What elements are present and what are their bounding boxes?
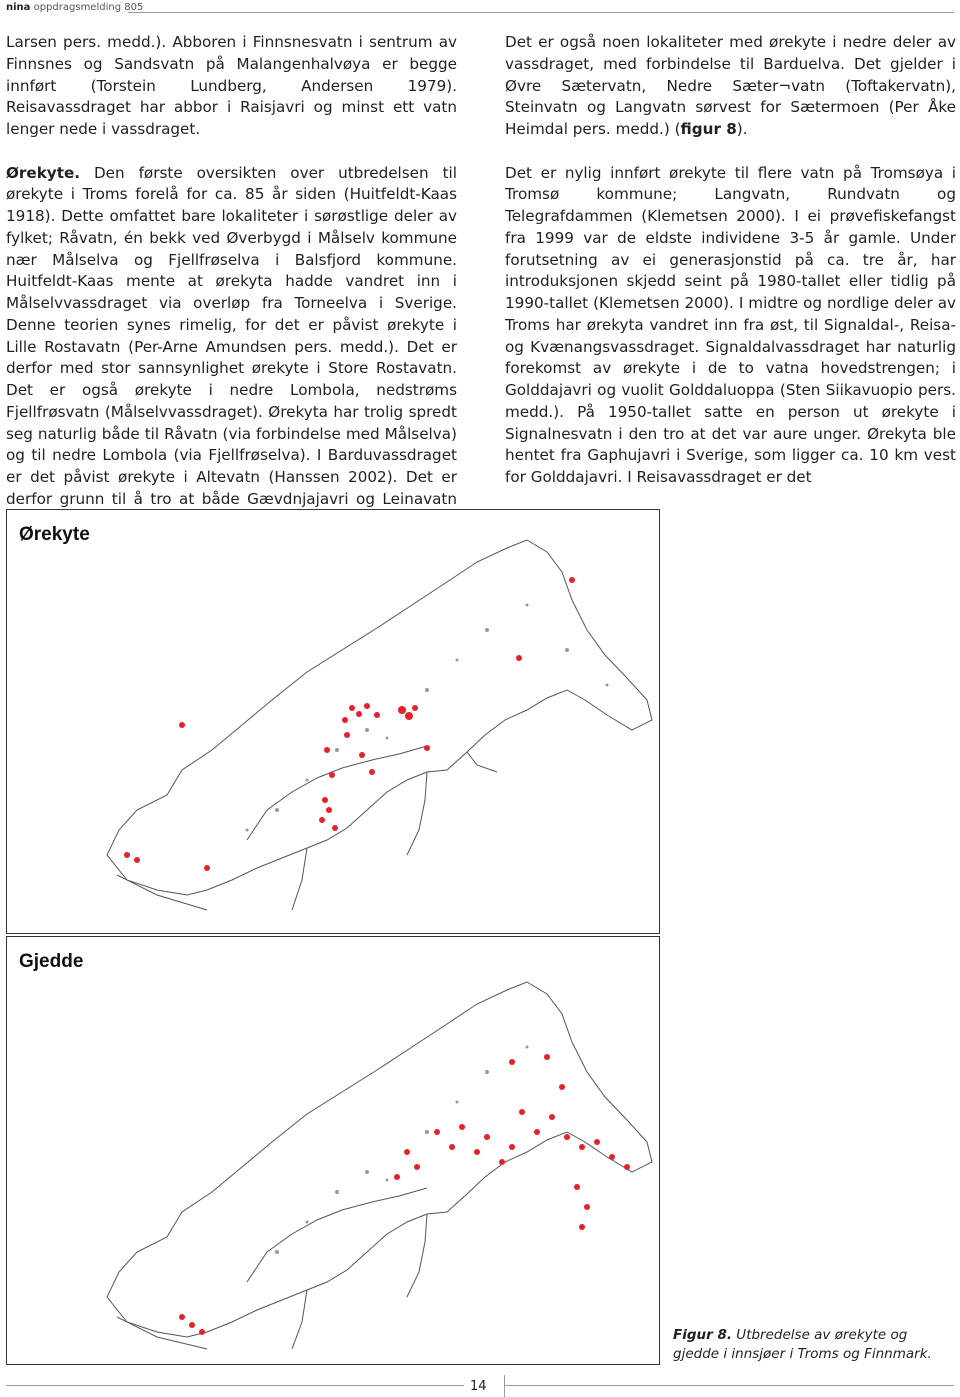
paragraph	[6, 163, 457, 533]
map-title: Ørekyte	[19, 524, 90, 545]
map-gjedde	[6, 936, 660, 1365]
map-title: Gjedde	[19, 951, 84, 972]
section-lead: Ørekyte.	[6, 163, 81, 182]
page-number: 14	[470, 1379, 487, 1394]
footer-rule-right	[504, 1385, 954, 1386]
paragraph: Larsen pers. medd.). Abboren i Finnsnesvatn i sentrum av Finnsnes og Sandsvatn på Malangenhalvøya er begge innført (Torstein Lundberg, Andersen 1979). Reisavassdraget har abbor i Raisjavri og minst ett vatn lenger nede i vassdraget.	[6, 33, 457, 138]
paragraph-text: ).	[736, 120, 748, 138]
coastline-outline	[107, 982, 652, 1349]
coastline-outline	[107, 540, 652, 910]
figure-caption	[673, 1326, 953, 1364]
report-series	[6, 2, 143, 13]
caption-text: Utbredelse av ørekyte og gjedde i innsjøer i Troms og Finnmark.	[673, 1327, 932, 1362]
figure-reference: figur 8	[680, 120, 737, 138]
map-orekyte	[6, 509, 660, 934]
paragraph: Det er nylig innført ørekyte til flere vatn på Tromsøya i Tromsø kommune; Langvatn, Rundvatn og Telegrafdammen (Klemetsen 2000). I ei prøvefiskefangst fra 1999 var de eldste individene 3-5 år gamle. Under forutsetning av ei generasjonstid på ca. tre år, har introduksjonen skjedd seint på 1980-tallet eller tidlig på 1990-tallet (Klemetsen 2000). I midtre og nordlige deler av Troms har ørekyta vandret inn fra øst, til Signaldal-, Reisa- og Kvænangsvassdraget. Signaldalvassdraget har naturlig forekomst av ørekyte i de to vatna hovedstrengen; i Golddajavri og vuolit Golddaluoppa (Sten Siikavuopio pers. medd.). På 1950-tallet satte en person ut ørekyte i Signalnesvatn i den tro at det var aure unger. Ørekyta ble hentet fra Gaphujavri i Sverige, som ligger ca. 10 km vest for Golddajavri. I Reisavassdraget er det	[505, 163, 956, 486]
brand-name: nina	[6, 2, 31, 13]
figure-label: Figur 8.	[673, 1327, 733, 1343]
right-column	[505, 32, 956, 511]
footer-divider	[504, 1375, 505, 1397]
paragraph	[505, 32, 956, 141]
map-graphic	[7, 937, 659, 1364]
paragraph-text: Det er også noen lokaliteter med ørekyte i nedre deler av vassdraget, med forbindelse til Barduelva. Det gjelder i Øvre Sætervatn, Nedre Sæter¬vatn (Toftakervatn), Steinvatn og Langvatn sørvest for Sætermoen (Per Åke Heimdal pers. medd.) (	[505, 33, 956, 138]
lakes	[246, 604, 609, 832]
left-column	[6, 32, 457, 554]
footer-rule-left	[6, 1385, 464, 1386]
series-name: oppdragsmelding 805	[33, 2, 144, 13]
header-rule	[128, 12, 954, 13]
map-graphic	[7, 510, 659, 933]
occurrence-dots	[124, 577, 575, 871]
running-header	[0, 0, 960, 20]
paragraph-text: Den første oversikten over utbredelsen til ørekyte i Troms forelå for ca. 85 år siden (Huitfeldt-Kaas 1918). Dette omfattet bare lokaliteter i sørøstlige deler av fylket; Råvatn, én bekk ved Øverbygd i Målselv kommune nær Målselva og Fjellfrøselva i Balsfjord kommune. Huitfeldt-Kaas mente at ørekyta hadde vandret inn i Målselvvassdraget via overløp fra Torneelva i Sverige. Denne teorien synes rimelig, for det er påvist ørekyte i Lille Rostavatn (Per-Arne Amundsen pers. medd.). Det er derfor med stor sannsynlighet ørekyte i Store Rostavatn. Det er også ørekyte i nedre Lombola, nedstrøms Fjellfrøsvatn (Målselvvassdraget). Ørekyta har trolig spredt seg naturlig både til Råvatn (via forbindelse med Målselva) og til nedre Lombola (via Fjellfrøselva). I Barduvassdraget er det påvist ørekyte i Altevatn (Hanssen 2002). Det er derfor grunn til å tro at både Gævdnjajavri og Leinavatn	[6, 163, 457, 508]
